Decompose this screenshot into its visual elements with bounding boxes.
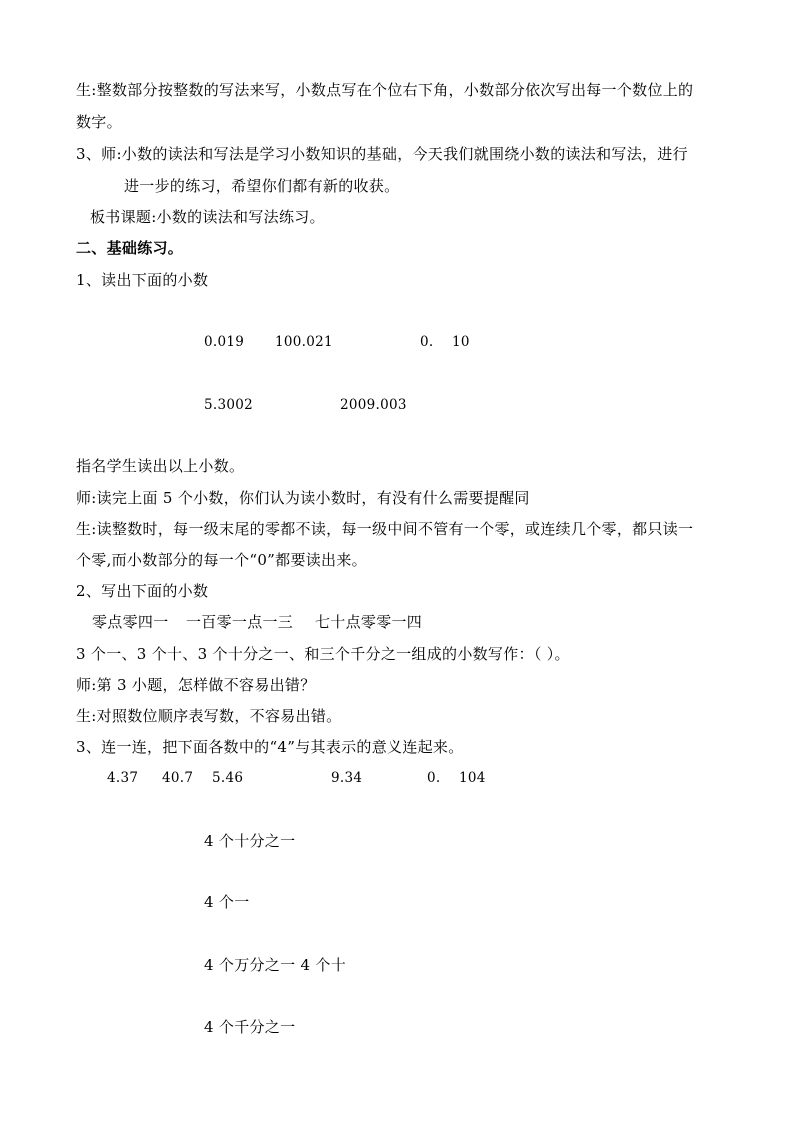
compose-question: 3 个一、3 个十、3 个十分之一、和三个千分之一组成的小数写作：（ ）。 xyxy=(76,645,570,663)
match-number: 104 xyxy=(459,770,486,786)
board-title: 板书课题:小数的读法和写法练习。 xyxy=(90,208,325,226)
student-answer-line1: 生:整数部分按整数的写法来写，小数点写在个位右下角，小数部分依次写出每一个数位上的 xyxy=(76,81,694,99)
question3-title: 3、连一连，把下面各数中的“4”与其表示的意义连起来。 xyxy=(76,738,464,756)
section-heading: 二、基础练习。 xyxy=(76,239,184,257)
decimal-item: 5.3002 xyxy=(204,397,254,413)
student-answer: 生:读整数时，每一级末尾的零都不读，每一级中间不管有一个零，或连续几个零，都只读一 xyxy=(76,520,694,538)
student-answer-line2: 数字。 xyxy=(76,113,122,131)
decimal-item: 0. xyxy=(420,334,434,350)
match-meaning: 4 个一 xyxy=(204,893,250,911)
match-number: 9.34 xyxy=(331,770,363,786)
match-number: 0. xyxy=(427,770,441,786)
student-answer: 生:对照数位顺序表写数，不容易出错。 xyxy=(76,707,342,725)
teacher-line1: 3、师:小数的读法和写法是学习小数知识的基础，今天我们就围绕小数的读法和写法，进行 xyxy=(76,145,688,163)
match-number: 5.46 xyxy=(212,770,244,786)
match-meaning: 4 个十分之一 xyxy=(204,832,296,850)
teacher-question: 师:读完上面 5 个小数，你们认为读小数时，有没有什么需要提醒同 xyxy=(76,489,530,507)
prompt-line: 指名学生读出以上小数。 xyxy=(76,457,245,475)
match-meaning: 4 个万分之一 4 个十 xyxy=(204,956,346,974)
teacher-line2: 进一步的练习，希望你们都有新的收获。 xyxy=(124,177,400,195)
chinese-decimal-item: 七十点零零一四 xyxy=(315,613,423,631)
decimal-item: 100.021 xyxy=(275,334,333,350)
match-number: 4.37 xyxy=(107,770,139,786)
student-answer-cont: 个零,而小数部分的每一个“0”都要读出来。 xyxy=(76,551,367,569)
decimal-item: 2009.003 xyxy=(340,397,407,413)
question2-title: 2、写出下面的小数 xyxy=(76,582,209,600)
question1-title: 1、读出下面的小数 xyxy=(76,271,209,289)
match-meaning: 4 个千分之一 xyxy=(204,1018,296,1036)
decimal-item: 10 xyxy=(452,334,470,350)
chinese-decimal-item: 一百零一点一三 xyxy=(186,613,294,631)
teacher-question: 师:第 3 小题，怎样做不容易出错？ xyxy=(76,676,316,694)
chinese-decimal-item: 零点零四一 xyxy=(92,613,169,631)
decimal-item: 0.019 xyxy=(204,334,245,350)
match-number: 40.7 xyxy=(162,770,194,786)
